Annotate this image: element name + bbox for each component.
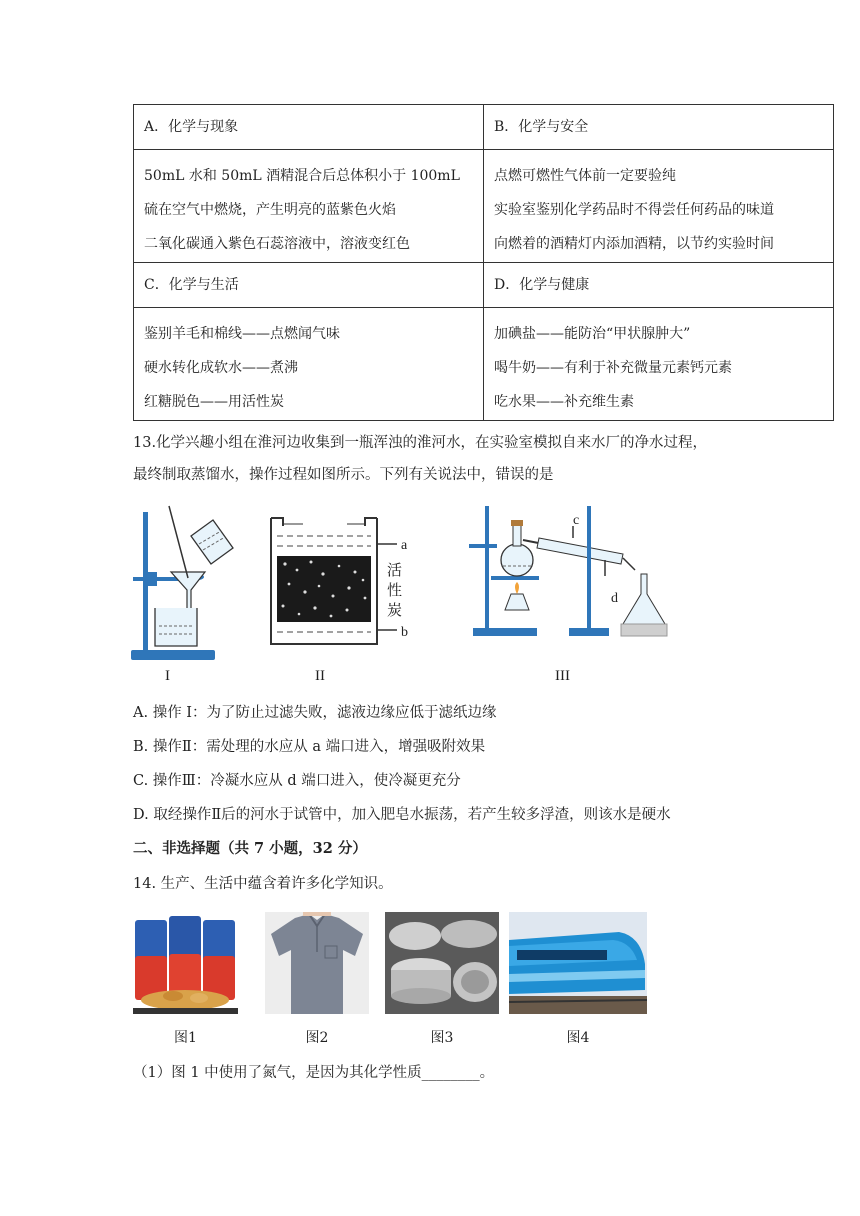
option-d: D. 取经操作Ⅱ后的河水于试管中，加入肥皂水振荡，若产生较多浮渣，则该水是硬水: [133, 807, 671, 823]
port-d-label: d: [611, 591, 618, 606]
figure-caption: 图4: [566, 1030, 590, 1046]
filtration-apparatus-icon: [131, 506, 233, 660]
option-a: A. 操作 I：为了防止过滤失败，滤液边缘应低于滤纸边缘: [133, 705, 497, 721]
cell-d-body: [484, 308, 834, 421]
figure-caption: 图3: [430, 1030, 454, 1046]
purification-apparatus-figure: [125, 498, 685, 690]
cell-line: 吃水果——补充维生素: [494, 394, 634, 410]
high-speed-train-image: [509, 912, 647, 1014]
cell-b-body: [484, 150, 834, 263]
cell-a-body: [134, 150, 484, 263]
shirt-image: [265, 912, 369, 1014]
cell-line: 50mL 水和 50mL 酒精混合后总体积小于 100mL: [144, 168, 460, 184]
aluminum-pots-image: [385, 912, 499, 1014]
cell-line: 向燃着的酒精灯内添加酒精，以节约实验时间: [494, 236, 774, 252]
activated-carbon-column-icon: [271, 518, 397, 644]
cell-line: 二氧化碳通入紫色石蕊溶液中，溶液变红色: [144, 236, 410, 252]
knowledge-table: [133, 104, 834, 421]
cell-line: 加碘盐——能防治“甲状腺肿大”: [494, 326, 691, 342]
figure-caption: 图2: [305, 1030, 329, 1046]
cell-line: 硫在空气中燃烧，产生明亮的蓝紫色火焰: [144, 202, 396, 218]
label-III: III: [555, 668, 570, 684]
q13-stem-line1: 13.化学兴趣小组在淮河边收集到一瓶浑浊的淮河水，在实验室模拟自来水厂的净水过程，: [133, 435, 708, 451]
label-I: I: [165, 668, 170, 684]
carbon-label-char: 活: [387, 561, 403, 579]
figure-caption: 图1: [174, 1030, 197, 1046]
q14-sub1: （1）图 1 中使用了氮气，是因为其化学性质________。: [133, 1065, 495, 1081]
cell-line: 鉴别羊毛和棉线——点燃闻气味: [144, 326, 340, 342]
cell-line: 喝牛奶——有利于补充微量元素钙元素: [494, 360, 732, 376]
carbon-label-char: 性: [387, 581, 403, 599]
label-II: II: [315, 668, 325, 684]
carbon-label-char: 炭: [387, 601, 403, 619]
cell-line: 点燃可燃性气体前一定要验纯: [494, 168, 676, 184]
q14-stem: 14. 生产、生活中蕴含着许多化学知识。: [133, 876, 393, 892]
port-a-label: a: [401, 538, 408, 553]
cell-d-title: D．化学与健康: [484, 263, 834, 308]
snack-bags-image: [133, 912, 238, 1014]
cell-line: 硬水转化成软水——煮沸: [144, 360, 298, 376]
cell-b-title: B．化学与安全: [484, 105, 834, 150]
cell-c-title: C．化学与生活: [134, 263, 484, 308]
option-c: C. 操作Ⅲ：冷凝水应从 d 端口进入，使冷凝更充分: [133, 773, 461, 789]
cell-a-title: A．化学与现象: [134, 105, 484, 150]
q13-stem-line2: 最终制取蒸馏水，操作过程如图所示。下列有关说法中，错误的是: [133, 467, 554, 483]
port-c-label: c: [573, 513, 580, 528]
cell-c-body: [134, 308, 484, 421]
section-heading: 二、非选择题（共 7 小题，32 分）: [133, 840, 367, 857]
option-b: B. 操作Ⅱ：需处理的水应从 a 端口进入，增强吸附效果: [133, 739, 486, 755]
distillation-apparatus-icon: [469, 506, 667, 636]
cell-line: 实验室鉴别化学药品时不得尝任何药品的味道: [494, 202, 774, 218]
port-b-label: b: [401, 625, 408, 640]
cell-line: 红糖脱色——用活性炭: [144, 394, 284, 410]
